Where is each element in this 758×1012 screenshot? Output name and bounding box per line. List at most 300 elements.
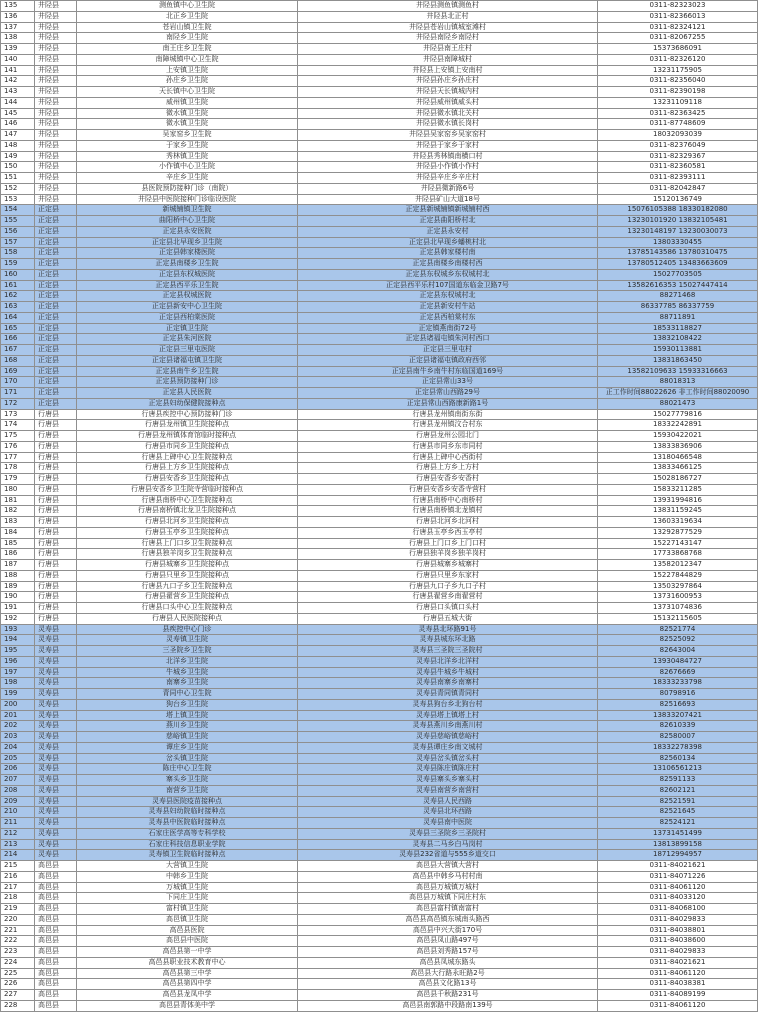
- phone-cell: 0311-84038381: [598, 979, 758, 990]
- table-row: [1, 463, 758, 474]
- county-cell: 行唐县: [35, 484, 77, 495]
- phone-cell: 82591133: [598, 775, 758, 786]
- table-row: [1, 398, 758, 409]
- county-cell: 正定县: [35, 291, 77, 302]
- address-cell: 行唐县城寨乡城寨村: [298, 560, 598, 571]
- county-cell: 井陉县: [35, 140, 77, 151]
- row-number-cell: 148: [1, 140, 35, 151]
- row-number-cell: 161: [1, 280, 35, 291]
- table-row: [1, 893, 758, 904]
- address-cell: 灵寿县岔头镇岔头村: [298, 753, 598, 764]
- table-row: [1, 732, 758, 743]
- address-cell: 正定县西平乐村107国道东临金卫路7号: [298, 280, 598, 291]
- phone-cell: 0311-82363425: [598, 108, 758, 119]
- table-row: [1, 248, 758, 259]
- site-name-cell: 万城镇卫生院: [77, 882, 298, 893]
- phone-cell: 15132115605: [598, 613, 758, 624]
- county-cell: 行唐县: [35, 581, 77, 592]
- table-row: [1, 495, 758, 506]
- phone-cell: 82602121: [598, 785, 758, 796]
- county-cell: 井陉县: [35, 151, 77, 162]
- phone-cell: 13780512405 13483663609: [598, 259, 758, 270]
- row-number-cell: 157: [1, 237, 35, 248]
- county-cell: 灵寿县: [35, 635, 77, 646]
- address-cell: 正定县新安村牛站: [298, 302, 598, 313]
- address-cell: 行唐县五城大街: [298, 613, 598, 624]
- row-number-cell: 167: [1, 345, 35, 356]
- row-number-cell: 144: [1, 97, 35, 108]
- row-number-cell: 159: [1, 259, 35, 270]
- phone-cell: 18032093039: [598, 130, 758, 141]
- address-cell: 行唐县口头镇口头村: [298, 603, 598, 614]
- site-name-cell: 富村镇卫生院: [77, 904, 298, 915]
- address-cell: 灵寿县狗台乡北狗台村: [298, 699, 598, 710]
- site-name-cell: 行唐县龙州镇体育馆临时接种点: [77, 431, 298, 442]
- county-cell: 行唐县: [35, 409, 77, 420]
- row-number-cell: 141: [1, 65, 35, 76]
- county-cell: 正定县: [35, 334, 77, 345]
- address-cell: 井陉县上安镇上安南村: [298, 65, 598, 76]
- address-cell: 行唐县翟营乡南翟营村: [298, 592, 598, 603]
- phone-cell: 13803330455: [598, 237, 758, 248]
- row-number-cell: 209: [1, 796, 35, 807]
- site-name-cell: 正定县权城医院: [77, 291, 298, 302]
- row-number-cell: 155: [1, 216, 35, 227]
- row-number-cell: 223: [1, 947, 35, 958]
- site-name-cell: 吴家窑乡卫生院: [77, 130, 298, 141]
- county-cell: 井陉县: [35, 194, 77, 205]
- address-cell: 正定县诸福屯镇朱河村西口: [298, 334, 598, 345]
- address-cell: 行唐县上方乡上方村: [298, 463, 598, 474]
- county-cell: 高邑县: [35, 957, 77, 968]
- county-cell: 正定县: [35, 388, 77, 399]
- table-row: [1, 785, 758, 796]
- county-cell: 正定县: [35, 248, 77, 259]
- row-number-cell: 173: [1, 409, 35, 420]
- phone-cell: 15028186727: [598, 474, 758, 485]
- site-name-cell: 行唐县翟营乡卫生院接种点: [77, 592, 298, 603]
- table-row: [1, 409, 758, 420]
- address-cell: 高邑县大行路永旺路2号: [298, 968, 598, 979]
- address-cell: 行唐县安香乡安香村: [298, 474, 598, 485]
- county-cell: 灵寿县: [35, 699, 77, 710]
- address-cell: 高邑县文化路13号: [298, 979, 598, 990]
- site-name-cell: 行唐县市同乡卫生院接种点: [77, 441, 298, 452]
- phone-cell: 88711891: [598, 312, 758, 323]
- county-cell: 灵寿县: [35, 839, 77, 850]
- address-cell: 井陉县微新路6号: [298, 183, 598, 194]
- phone-cell: 13831159245: [598, 506, 758, 517]
- county-cell: 正定县: [35, 237, 77, 248]
- phone-cell: 13180466548: [598, 452, 758, 463]
- county-cell: 行唐县: [35, 592, 77, 603]
- county-cell: 灵寿县: [35, 667, 77, 678]
- site-name-cell: 高邑镇卫生院: [77, 914, 298, 925]
- phone-cell: 13582109633 15933316663: [598, 366, 758, 377]
- county-cell: 正定县: [35, 345, 77, 356]
- address-cell: 井陉县天长镇城内村: [298, 87, 598, 98]
- county-cell: 井陉县: [35, 54, 77, 65]
- site-name-cell: 北正乡卫生院: [77, 11, 298, 22]
- address-cell: 正定县韩家楼村南: [298, 248, 598, 259]
- phone-cell: 13731074836: [598, 603, 758, 614]
- site-name-cell: 正定县新安中心卫生院: [77, 302, 298, 313]
- county-cell: 正定县: [35, 205, 77, 216]
- table-body: [1, 1, 758, 1012]
- county-cell: 行唐县: [35, 517, 77, 528]
- site-name-cell: 新城铺镇卫生院: [77, 205, 298, 216]
- site-name-cell: 南寨乡卫生院: [77, 678, 298, 689]
- address-cell: 行唐县南桥中心南桥村: [298, 495, 598, 506]
- table-row: [1, 517, 758, 528]
- address-cell: 灵寿县北环西路: [298, 807, 598, 818]
- row-number-cell: 175: [1, 431, 35, 442]
- address-cell: 井陉县南陉乡南陉村: [298, 33, 598, 44]
- address-cell: 灵寿县谭庄乡南文城村: [298, 742, 598, 753]
- table-row: [1, 721, 758, 732]
- phone-cell: 15027703505: [598, 269, 758, 280]
- phone-cell: 0311-84038600: [598, 936, 758, 947]
- county-cell: 灵寿县: [35, 689, 77, 700]
- county-cell: 正定县: [35, 280, 77, 291]
- table-row: [1, 441, 758, 452]
- phone-cell: 13292877529: [598, 527, 758, 538]
- table-row: [1, 581, 758, 592]
- address-cell: 行唐县独羊岗乡独羊岗村: [298, 549, 598, 560]
- address-cell: 正定县常山33号: [298, 377, 598, 388]
- site-name-cell: 寨头乡卫生院: [77, 775, 298, 786]
- site-name-cell: 行唐县龙州镇卫生院接种点: [77, 420, 298, 431]
- site-name-cell: 高邑县第三中学: [77, 968, 298, 979]
- address-cell: 井陉县秀林镇南横口村: [298, 151, 598, 162]
- row-number-cell: 216: [1, 871, 35, 882]
- county-cell: 行唐县: [35, 441, 77, 452]
- site-name-cell: 于家乡卫生院: [77, 140, 298, 151]
- row-number-cell: 143: [1, 87, 35, 98]
- table-row: [1, 753, 758, 764]
- table-row: [1, 162, 758, 173]
- phone-cell: 0311-82324121: [598, 22, 758, 33]
- table-row: [1, 474, 758, 485]
- site-name-cell: 测鱼镇中心卫生院: [77, 1, 298, 12]
- site-name-cell: 威州镇卫生院: [77, 97, 298, 108]
- site-name-cell: 小作镇中心卫生院: [77, 162, 298, 173]
- table-row: [1, 699, 758, 710]
- phone-cell: 0311-84071226: [598, 871, 758, 882]
- county-cell: 行唐县: [35, 431, 77, 442]
- phone-cell: 15076105388 18330182080: [598, 205, 758, 216]
- site-name-cell: 三圣院乡卫生院: [77, 646, 298, 657]
- row-number-cell: 153: [1, 194, 35, 205]
- row-number-cell: 211: [1, 818, 35, 829]
- site-name-cell: 行唐县口头中心卫生院接种点: [77, 603, 298, 614]
- phone-cell: 0311-82390198: [598, 87, 758, 98]
- row-number-cell: 222: [1, 936, 35, 947]
- table-row: [1, 108, 758, 119]
- row-number-cell: 177: [1, 452, 35, 463]
- table-row: [1, 506, 758, 517]
- row-number-cell: 140: [1, 54, 35, 65]
- county-cell: 行唐县: [35, 506, 77, 517]
- address-cell: 井陉县威州镇威头村: [298, 97, 598, 108]
- row-number-cell: 218: [1, 893, 35, 904]
- site-name-cell: 行唐县上方乡卫生院接种点: [77, 463, 298, 474]
- table-row: [1, 484, 758, 495]
- site-name-cell: 行唐县城寨乡卫生院接种点: [77, 560, 298, 571]
- county-cell: 正定县: [35, 216, 77, 227]
- site-name-cell: 行唐县上碑中心卫生院接种点: [77, 452, 298, 463]
- phone-cell: 82521645: [598, 807, 758, 818]
- address-cell: 正定县三里屯村: [298, 345, 598, 356]
- row-number-cell: 207: [1, 775, 35, 786]
- county-cell: 灵寿县: [35, 764, 77, 775]
- county-cell: 高邑县: [35, 1000, 77, 1011]
- address-cell: 井陉县南王庄村: [298, 44, 598, 55]
- site-name-cell: 正定县妇幼保健院接种点: [77, 398, 298, 409]
- county-cell: 灵寿县: [35, 624, 77, 635]
- address-cell: 井陉县辛庄乡辛庄村: [298, 173, 598, 184]
- site-name-cell: 青同中心卫生院: [77, 689, 298, 700]
- row-number-cell: 185: [1, 538, 35, 549]
- table-row: [1, 882, 758, 893]
- table-row: [1, 312, 758, 323]
- county-cell: 行唐县: [35, 538, 77, 549]
- county-cell: 行唐县: [35, 495, 77, 506]
- county-cell: 高邑县: [35, 979, 77, 990]
- phone-cell: 13582012347: [598, 560, 758, 571]
- site-name-cell: 北洋乡卫生院: [77, 656, 298, 667]
- row-number-cell: 165: [1, 323, 35, 334]
- row-number-cell: 221: [1, 925, 35, 936]
- row-number-cell: 169: [1, 366, 35, 377]
- phone-cell: 13833466125: [598, 463, 758, 474]
- row-number-cell: 174: [1, 420, 35, 431]
- phone-cell: 13832108422: [598, 334, 758, 345]
- table-row: [1, 237, 758, 248]
- row-number-cell: 171: [1, 388, 35, 399]
- table-row: [1, 828, 758, 839]
- table-row: [1, 850, 758, 861]
- row-number-cell: 190: [1, 592, 35, 603]
- site-name-cell: 中韩乡卫生院: [77, 871, 298, 882]
- site-name-cell: 高邑县青体美中学: [77, 1000, 298, 1011]
- phone-cell: 13833207421: [598, 710, 758, 721]
- table-row: [1, 1000, 758, 1011]
- site-name-cell: 天长镇中心卫生院: [77, 87, 298, 98]
- address-cell: 行唐县市同乡东市同村: [298, 441, 598, 452]
- phone-cell: 0311-82329367: [598, 151, 758, 162]
- site-name-cell: 辛庄乡卫生院: [77, 173, 298, 184]
- table-row: [1, 44, 758, 55]
- row-number-cell: 197: [1, 667, 35, 678]
- row-number-cell: 172: [1, 398, 35, 409]
- site-name-cell: 县疾控中心门诊: [77, 624, 298, 635]
- address-cell: 灵寿县北环路91号: [298, 624, 598, 635]
- phone-cell: 0311-82366013: [598, 11, 758, 22]
- row-number-cell: 168: [1, 355, 35, 366]
- county-cell: 灵寿县: [35, 753, 77, 764]
- site-name-cell: 孙庄乡卫生院: [77, 76, 298, 87]
- row-number-cell: 208: [1, 785, 35, 796]
- address-cell: 灵寿县北洋乡北洋村: [298, 656, 598, 667]
- address-cell: 高邑县凤城东路头: [298, 957, 598, 968]
- site-name-cell: 陈庄中心卫生院: [77, 764, 298, 775]
- row-number-cell: 224: [1, 957, 35, 968]
- site-name-cell: 苍岩山镇卫生院: [77, 22, 298, 33]
- table-row: [1, 76, 758, 87]
- county-cell: 井陉县: [35, 44, 77, 55]
- phone-cell: 0311-82067255: [598, 33, 758, 44]
- row-number-cell: 204: [1, 742, 35, 753]
- table-row: [1, 570, 758, 581]
- site-name-cell: 正定县三里屯医院: [77, 345, 298, 356]
- county-cell: 高邑县: [35, 936, 77, 947]
- address-cell: 行唐县玉亭乡西玉亭村: [298, 527, 598, 538]
- row-number-cell: 227: [1, 990, 35, 1001]
- row-number-cell: 198: [1, 678, 35, 689]
- table-row: [1, 269, 758, 280]
- table-row: [1, 173, 758, 184]
- table-row: [1, 388, 758, 399]
- table-row: [1, 355, 758, 366]
- table-row: [1, 968, 758, 979]
- address-cell: 灵寿县南中医院: [298, 818, 598, 829]
- site-name-cell: 正定县永安医院: [77, 226, 298, 237]
- phone-cell: 0311-82356040: [598, 76, 758, 87]
- site-name-cell: 行唐县北河乡卫生院接种点: [77, 517, 298, 528]
- table-row: [1, 764, 758, 775]
- county-cell: 行唐县: [35, 603, 77, 614]
- table-row: [1, 613, 758, 624]
- table-row: [1, 742, 758, 753]
- table-row: [1, 904, 758, 915]
- address-cell: 灵寿县二马乡白马岗村: [298, 839, 598, 850]
- site-name-cell: 正定县朱河医院: [77, 334, 298, 345]
- row-number-cell: 201: [1, 710, 35, 721]
- row-number-cell: 225: [1, 968, 35, 979]
- row-number-cell: 192: [1, 613, 35, 624]
- address-cell: 井陉县孙庄乡孙庄村: [298, 76, 598, 87]
- table-row: [1, 592, 758, 603]
- address-cell: 行唐县九口子乡九口子村: [298, 581, 598, 592]
- site-name-cell: 灵寿县妇幼院临时接种点: [77, 807, 298, 818]
- address-cell: 行唐县南桥镇北龙镇村: [298, 506, 598, 517]
- address-cell: 正定县常山西路29号: [298, 388, 598, 399]
- address-cell: 灵寿县人民西路: [298, 796, 598, 807]
- phone-cell: 0311-84068100: [598, 904, 758, 915]
- address-cell: 正定县常山西路康新路1号: [298, 398, 598, 409]
- address-cell: 正定县南牛乡南牛村东临国道169号: [298, 366, 598, 377]
- county-cell: 正定县: [35, 377, 77, 388]
- row-number-cell: 151: [1, 173, 35, 184]
- table-row: [1, 549, 758, 560]
- address-cell: 高邑县刘秀路157号: [298, 947, 598, 958]
- row-number-cell: 206: [1, 764, 35, 775]
- site-name-cell: 正定县北早现乡卫生院: [77, 237, 298, 248]
- phone-cell: 13603319634: [598, 517, 758, 528]
- county-cell: 井陉县: [35, 87, 77, 98]
- phone-cell: 0311-82042847: [598, 183, 758, 194]
- county-cell: 井陉县: [35, 76, 77, 87]
- site-name-cell: 灵寿镇卫生院临时接种点: [77, 850, 298, 861]
- table-row: [1, 818, 758, 829]
- county-cell: 正定县: [35, 302, 77, 313]
- phone-cell: 88271468: [598, 291, 758, 302]
- address-cell: 灵寿县三圣院乡三圣院村: [298, 828, 598, 839]
- address-cell: 高邑县万城镇万城村: [298, 882, 598, 893]
- table-row: [1, 936, 758, 947]
- row-number-cell: 179: [1, 474, 35, 485]
- phone-cell: 0311-84061120: [598, 1000, 758, 1011]
- row-number-cell: 194: [1, 635, 35, 646]
- phone-cell: 0311-84029833: [598, 914, 758, 925]
- table-row: [1, 527, 758, 538]
- site-name-cell: 大营镇卫生院: [77, 861, 298, 872]
- county-cell: 井陉县: [35, 22, 77, 33]
- county-cell: 高邑县: [35, 914, 77, 925]
- county-cell: 行唐县: [35, 570, 77, 581]
- address-cell: 正定镇燕南街72号: [298, 323, 598, 334]
- row-number-cell: 202: [1, 721, 35, 732]
- site-name-cell: 灵寿镇卫生院: [77, 635, 298, 646]
- county-cell: 高邑县: [35, 947, 77, 958]
- site-name-cell: 微水镇卫生院: [77, 108, 298, 119]
- site-name-cell: 行唐县人民医院接种点: [77, 613, 298, 624]
- site-name-cell: 牛城乡卫生院: [77, 667, 298, 678]
- row-number-cell: 215: [1, 861, 35, 872]
- county-cell: 行唐县: [35, 613, 77, 624]
- county-cell: 灵寿县: [35, 828, 77, 839]
- address-cell: 灵寿县232省道与555乡道交口: [298, 850, 598, 861]
- site-name-cell: 正定县西平乐卫生院: [77, 280, 298, 291]
- table-row: [1, 914, 758, 925]
- row-number-cell: 158: [1, 248, 35, 259]
- address-cell: 井陉县于家乡于家村: [298, 140, 598, 151]
- row-number-cell: 147: [1, 130, 35, 141]
- address-cell: 灵寿县青同镇青同村: [298, 689, 598, 700]
- row-number-cell: 135: [1, 1, 35, 12]
- row-number-cell: 139: [1, 44, 35, 55]
- county-cell: 井陉县: [35, 130, 77, 141]
- address-cell: 灵寿县塔上镇塔上村: [298, 710, 598, 721]
- table-row: [1, 97, 758, 108]
- phone-cell: 13582616353 15027447414: [598, 280, 758, 291]
- address-cell: 正定县诸福屯镇政府西邻: [298, 355, 598, 366]
- site-name-cell: 正定县南牛乡卫生院: [77, 366, 298, 377]
- address-cell: 井陉县苍岩山镇城室滩村: [298, 22, 598, 33]
- site-name-cell: 秀林镇卫生院: [77, 151, 298, 162]
- address-cell: 高邑县中韩乡马村村南: [298, 871, 598, 882]
- phone-cell: 17733868768: [598, 549, 758, 560]
- phone-cell: 86337785 86337759: [598, 302, 758, 313]
- address-cell: 行唐县龙州镇南街东街: [298, 409, 598, 420]
- phone-cell: 0311-82393111: [598, 173, 758, 184]
- row-number-cell: 137: [1, 22, 35, 33]
- phone-cell: 88021473: [598, 398, 758, 409]
- address-cell: 高邑县万城镇下同庄村东: [298, 893, 598, 904]
- county-cell: 井陉县: [35, 183, 77, 194]
- table-row: [1, 990, 758, 1001]
- phone-cell: 0311-87748609: [598, 119, 758, 130]
- phone-cell: 15120136749: [598, 194, 758, 205]
- table-row: [1, 280, 758, 291]
- county-cell: 高邑县: [35, 882, 77, 893]
- row-number-cell: 189: [1, 581, 35, 592]
- phone-cell: 82516693: [598, 699, 758, 710]
- site-name-cell: 正定县东权城医院: [77, 269, 298, 280]
- site-name-cell: 谭庄乡卫生院: [77, 742, 298, 753]
- phone-cell: 0311-82360581: [598, 162, 758, 173]
